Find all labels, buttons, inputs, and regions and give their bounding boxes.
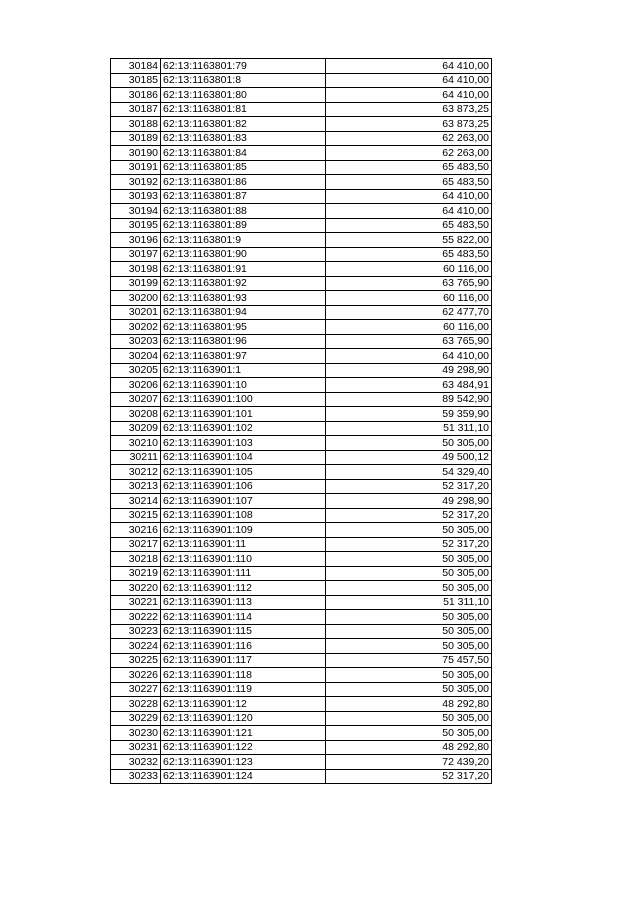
table-row bbox=[111, 711, 492, 726]
table-row bbox=[111, 291, 492, 306]
table-row bbox=[111, 189, 492, 204]
row-number: 30194 bbox=[111, 204, 161, 219]
cadastral-number: 62:13:1163801:87 bbox=[161, 189, 326, 204]
table-row bbox=[111, 334, 492, 349]
cadastral-number: 62:13:1163801:97 bbox=[161, 349, 326, 364]
table-row bbox=[111, 320, 492, 335]
cadastral-number: 62:13:1163801:86 bbox=[161, 175, 326, 190]
cadastral-number: 62:13:1163901:1 bbox=[161, 363, 326, 378]
row-number: 30203 bbox=[111, 334, 161, 349]
table-row bbox=[111, 624, 492, 639]
table-row bbox=[111, 88, 492, 103]
cadastral-number: 62:13:1163801:80 bbox=[161, 88, 326, 103]
cadastral-value: 75 457,50 bbox=[326, 653, 492, 668]
cadastral-value: 50 305,00 bbox=[326, 711, 492, 726]
cadastral-value: 50 305,00 bbox=[326, 610, 492, 625]
row-number: 30205 bbox=[111, 363, 161, 378]
cadastral-value: 50 305,00 bbox=[326, 581, 492, 596]
cadastral-value: 60 116,00 bbox=[326, 262, 492, 277]
cadastral-number: 62:13:1163901:10 bbox=[161, 378, 326, 393]
cadastral-value: 60 116,00 bbox=[326, 291, 492, 306]
row-number: 30215 bbox=[111, 508, 161, 523]
cadastral-value: 60 116,00 bbox=[326, 320, 492, 335]
cadastral-value: 62 263,00 bbox=[326, 131, 492, 146]
cadastral-value: 50 305,00 bbox=[326, 436, 492, 451]
cadastral-value: 63 765,90 bbox=[326, 276, 492, 291]
cadastral-value: 48 292,80 bbox=[326, 740, 492, 755]
cadastral-number: 62:13:1163901:101 bbox=[161, 407, 326, 422]
cadastral-number: 62:13:1163901:110 bbox=[161, 552, 326, 567]
row-number: 30222 bbox=[111, 610, 161, 625]
cadastral-number: 62:13:1163801:90 bbox=[161, 247, 326, 262]
cadastral-value: 64 410,00 bbox=[326, 59, 492, 74]
table-row bbox=[111, 421, 492, 436]
cadastral-value: 62 263,00 bbox=[326, 146, 492, 161]
table-row bbox=[111, 668, 492, 683]
row-number: 30216 bbox=[111, 523, 161, 538]
cadastral-value: 64 410,00 bbox=[326, 73, 492, 88]
row-number: 30213 bbox=[111, 479, 161, 494]
row-number: 30231 bbox=[111, 740, 161, 755]
cadastral-value: 50 305,00 bbox=[326, 682, 492, 697]
table-row bbox=[111, 262, 492, 277]
row-number: 30232 bbox=[111, 755, 161, 770]
row-number: 30186 bbox=[111, 88, 161, 103]
row-number: 30190 bbox=[111, 146, 161, 161]
row-number: 30226 bbox=[111, 668, 161, 683]
table-row bbox=[111, 102, 492, 117]
cadastral-number: 62:13:1163901:100 bbox=[161, 392, 326, 407]
cadastral-value: 55 822,00 bbox=[326, 233, 492, 248]
cadastral-number: 62:13:1163901:122 bbox=[161, 740, 326, 755]
table-row bbox=[111, 436, 492, 451]
table-row bbox=[111, 407, 492, 422]
row-number: 30201 bbox=[111, 305, 161, 320]
cadastral-value: 52 317,20 bbox=[326, 508, 492, 523]
table-row bbox=[111, 523, 492, 538]
row-number: 30224 bbox=[111, 639, 161, 654]
cadastral-number: 62:13:1163801:8 bbox=[161, 73, 326, 88]
table-row bbox=[111, 204, 492, 219]
cadastral-number: 62:13:1163801:95 bbox=[161, 320, 326, 335]
table-row bbox=[111, 494, 492, 509]
cadastral-number: 62:13:1163801:94 bbox=[161, 305, 326, 320]
table-row bbox=[111, 566, 492, 581]
cadastral-value: 65 483,50 bbox=[326, 247, 492, 262]
cadastral-number: 62:13:1163901:124 bbox=[161, 769, 326, 784]
cadastral-number: 62:13:1163901:119 bbox=[161, 682, 326, 697]
row-number: 30207 bbox=[111, 392, 161, 407]
cadastral-number: 62:13:1163901:103 bbox=[161, 436, 326, 451]
cadastral-value: 48 292,80 bbox=[326, 697, 492, 712]
table-row bbox=[111, 276, 492, 291]
row-number: 30208 bbox=[111, 407, 161, 422]
cadastral-value: 64 410,00 bbox=[326, 349, 492, 364]
cadastral-number: 62:13:1163901:105 bbox=[161, 465, 326, 480]
row-number: 30188 bbox=[111, 117, 161, 132]
row-number: 30199 bbox=[111, 276, 161, 291]
table-row bbox=[111, 349, 492, 364]
cadastral-number: 62:13:1163901:118 bbox=[161, 668, 326, 683]
cadastral-value: 50 305,00 bbox=[326, 624, 492, 639]
table-row bbox=[111, 392, 492, 407]
cadastral-number: 62:13:1163801:96 bbox=[161, 334, 326, 349]
row-number: 30212 bbox=[111, 465, 161, 480]
cadastral-number: 62:13:1163801:79 bbox=[161, 59, 326, 74]
cadastral-value: 64 410,00 bbox=[326, 204, 492, 219]
cadastral-value: 51 311,10 bbox=[326, 595, 492, 610]
cadastral-number: 62:13:1163901:107 bbox=[161, 494, 326, 509]
cadastral-value: 50 305,00 bbox=[326, 523, 492, 538]
cadastral-number: 62:13:1163801:83 bbox=[161, 131, 326, 146]
table-row bbox=[111, 160, 492, 175]
cadastral-value: 50 305,00 bbox=[326, 552, 492, 567]
cadastral-number: 62:13:1163901:12 bbox=[161, 697, 326, 712]
cadastral-value: 50 305,00 bbox=[326, 726, 492, 741]
row-number: 30191 bbox=[111, 160, 161, 175]
cadastral-value: 65 483,50 bbox=[326, 218, 492, 233]
row-number: 30220 bbox=[111, 581, 161, 596]
cadastral-number: 62:13:1163901:113 bbox=[161, 595, 326, 610]
cadastral-number: 62:13:1163901:114 bbox=[161, 610, 326, 625]
cadastral-number: 62:13:1163801:89 bbox=[161, 218, 326, 233]
cadastral-value: 52 317,20 bbox=[326, 537, 492, 552]
cadastral-value: 52 317,20 bbox=[326, 769, 492, 784]
cadastral-value: 72 439,20 bbox=[326, 755, 492, 770]
row-number: 30187 bbox=[111, 102, 161, 117]
table-row bbox=[111, 247, 492, 262]
row-number: 30193 bbox=[111, 189, 161, 204]
cadastral-number: 62:13:1163901:116 bbox=[161, 639, 326, 654]
cadastral-value: 49 500,12 bbox=[326, 450, 492, 465]
row-number: 30211 bbox=[111, 450, 161, 465]
cadastral-number: 62:13:1163801:85 bbox=[161, 160, 326, 175]
cadastral-number: 62:13:1163901:108 bbox=[161, 508, 326, 523]
cadastral-number: 62:13:1163801:84 bbox=[161, 146, 326, 161]
cadastral-value: 63 873,25 bbox=[326, 102, 492, 117]
cadastral-value: 50 305,00 bbox=[326, 668, 492, 683]
table-row bbox=[111, 610, 492, 625]
row-number: 30210 bbox=[111, 436, 161, 451]
row-number: 30227 bbox=[111, 682, 161, 697]
table-row bbox=[111, 755, 492, 770]
table-row bbox=[111, 552, 492, 567]
cadastral-number: 62:13:1163901:102 bbox=[161, 421, 326, 436]
table-row bbox=[111, 233, 492, 248]
row-number: 30225 bbox=[111, 653, 161, 668]
row-number: 30206 bbox=[111, 378, 161, 393]
table-row bbox=[111, 653, 492, 668]
table-row bbox=[111, 726, 492, 741]
table-row bbox=[111, 363, 492, 378]
cadastral-value: 62 477,70 bbox=[326, 305, 492, 320]
row-number: 30218 bbox=[111, 552, 161, 567]
row-number: 30200 bbox=[111, 291, 161, 306]
row-number: 30230 bbox=[111, 726, 161, 741]
cadastral-value: 63 873,25 bbox=[326, 117, 492, 132]
cadastral-number: 62:13:1163801:82 bbox=[161, 117, 326, 132]
row-number: 30233 bbox=[111, 769, 161, 784]
table-row bbox=[111, 508, 492, 523]
table-row bbox=[111, 537, 492, 552]
table-row bbox=[111, 378, 492, 393]
table-row bbox=[111, 59, 492, 74]
cadastral-number: 62:13:1163801:93 bbox=[161, 291, 326, 306]
table-row bbox=[111, 131, 492, 146]
cadastral-value: 89 542,90 bbox=[326, 392, 492, 407]
row-number: 30228 bbox=[111, 697, 161, 712]
row-number: 30223 bbox=[111, 624, 161, 639]
cadastral-number: 62:13:1163901:104 bbox=[161, 450, 326, 465]
cadastral-value: 49 298,90 bbox=[326, 494, 492, 509]
row-number: 30229 bbox=[111, 711, 161, 726]
cadastral-number: 62:13:1163901:112 bbox=[161, 581, 326, 596]
cadastral-value: 65 483,50 bbox=[326, 160, 492, 175]
table-row bbox=[111, 682, 492, 697]
row-number: 30209 bbox=[111, 421, 161, 436]
table-row bbox=[111, 479, 492, 494]
cadastral-number: 62:13:1163901:109 bbox=[161, 523, 326, 538]
cadastral-number: 62:13:1163901:121 bbox=[161, 726, 326, 741]
table-row bbox=[111, 639, 492, 654]
cadastral-value: 54 329,40 bbox=[326, 465, 492, 480]
table-row bbox=[111, 305, 492, 320]
cadastral-value: 52 317,20 bbox=[326, 479, 492, 494]
cadastral-value: 64 410,00 bbox=[326, 189, 492, 204]
cadastral-number: 62:13:1163901:111 bbox=[161, 566, 326, 581]
cadastral-value: 65 483,50 bbox=[326, 175, 492, 190]
cadastral-value: 63 765,90 bbox=[326, 334, 492, 349]
table-body bbox=[111, 59, 492, 784]
cadastral-number: 62:13:1163801:91 bbox=[161, 262, 326, 277]
cadastral-value: 50 305,00 bbox=[326, 566, 492, 581]
table-row bbox=[111, 697, 492, 712]
table-row bbox=[111, 465, 492, 480]
row-number: 30219 bbox=[111, 566, 161, 581]
row-number: 30221 bbox=[111, 595, 161, 610]
table-row bbox=[111, 581, 492, 596]
row-number: 30198 bbox=[111, 262, 161, 277]
table-row bbox=[111, 740, 492, 755]
row-number: 30195 bbox=[111, 218, 161, 233]
table-row bbox=[111, 117, 492, 132]
row-number: 30189 bbox=[111, 131, 161, 146]
cadastral-value: 64 410,00 bbox=[326, 88, 492, 103]
cadastral-number: 62:13:1163901:117 bbox=[161, 653, 326, 668]
table-row bbox=[111, 595, 492, 610]
cadastral-number: 62:13:1163901:106 bbox=[161, 479, 326, 494]
table-row bbox=[111, 73, 492, 88]
cadastral-number: 62:13:1163801:9 bbox=[161, 233, 326, 248]
row-number: 30202 bbox=[111, 320, 161, 335]
cadastral-number: 62:13:1163901:115 bbox=[161, 624, 326, 639]
row-number: 30204 bbox=[111, 349, 161, 364]
row-number: 30184 bbox=[111, 59, 161, 74]
cadastral-number: 62:13:1163801:81 bbox=[161, 102, 326, 117]
row-number: 30197 bbox=[111, 247, 161, 262]
cadastral-value: 50 305,00 bbox=[326, 639, 492, 654]
row-number: 30217 bbox=[111, 537, 161, 552]
row-number: 30214 bbox=[111, 494, 161, 509]
cadastral-number: 62:13:1163901:11 bbox=[161, 537, 326, 552]
row-number: 30192 bbox=[111, 175, 161, 190]
cadastral-value: 49 298,90 bbox=[326, 363, 492, 378]
cadastral-number: 62:13:1163901:123 bbox=[161, 755, 326, 770]
table-row bbox=[111, 769, 492, 784]
cadastral-value: 59 359,90 bbox=[326, 407, 492, 422]
cadastral-value: 51 311,10 bbox=[326, 421, 492, 436]
cadastral-value: 63 484,91 bbox=[326, 378, 492, 393]
table-row bbox=[111, 450, 492, 465]
cadastral-number: 62:13:1163801:88 bbox=[161, 204, 326, 219]
table-row bbox=[111, 175, 492, 190]
cadastral-number: 62:13:1163801:92 bbox=[161, 276, 326, 291]
table-row bbox=[111, 146, 492, 161]
row-number: 30196 bbox=[111, 233, 161, 248]
table-row bbox=[111, 218, 492, 233]
cadastral-number: 62:13:1163901:120 bbox=[161, 711, 326, 726]
cadastral-value-table bbox=[110, 58, 492, 784]
row-number: 30185 bbox=[111, 73, 161, 88]
